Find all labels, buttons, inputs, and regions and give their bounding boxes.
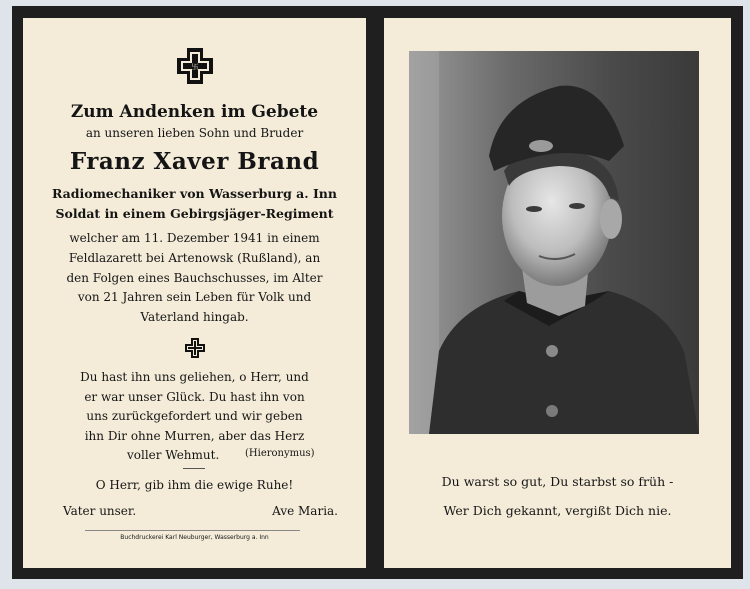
verse-line: uns zurückgefordert und wir geben xyxy=(86,409,303,423)
verse-line: er war unser Glück. Du hast ihn von xyxy=(84,389,305,404)
soldier-portrait xyxy=(409,51,699,434)
biography-line: Vaterland hingab. xyxy=(140,310,249,325)
prayer-line: O Herr, gib ihm die ewige Ruhe! xyxy=(95,478,294,492)
caption-line-1: Du warst so gut, Du starbst so früh - xyxy=(441,474,674,489)
portrait-image xyxy=(409,51,699,434)
subheading-line: an unseren lieben Sohn und Bruder xyxy=(85,126,304,140)
verse-author: (Hieronymus) xyxy=(245,448,315,459)
left-panel xyxy=(23,18,366,568)
biography-line: von 21 Jahren sein Leben für Volk und xyxy=(77,290,312,305)
prayer-right: Ave Maria. xyxy=(272,504,338,518)
small-cross-icon xyxy=(183,336,207,360)
svg-text:卐: 卐 xyxy=(191,63,198,71)
printer-imprint: Buchdruckerei Karl Neuburger, Wasserburg a. Inn xyxy=(120,534,269,541)
occupation-line: Radiomechaniker von Wasserburg a. Inn xyxy=(51,186,337,201)
divider xyxy=(183,468,205,469)
biography-text xyxy=(23,229,366,328)
prayer-left: Vater unser. xyxy=(63,504,137,518)
heading-line: Zum Andenken im Gebete xyxy=(70,102,319,122)
right-card xyxy=(374,6,743,579)
unit-line: Soldat in einem Gebirgsjäger-Regiment xyxy=(55,206,334,221)
deceased-name: Franz Xaver Brand xyxy=(69,148,320,175)
iron-cross-icon xyxy=(173,44,217,88)
biography-line: den Folgen eines Bauchschusses, im Alter xyxy=(66,270,323,285)
left-card xyxy=(12,6,377,579)
biography-line: Feldlazarett bei Artenowsk (Rußland), an xyxy=(68,250,321,265)
verse-line: ihn Dir ohne Murren, aber das Herz xyxy=(84,428,305,443)
printer-rule xyxy=(85,530,300,531)
caption-line-2: Wer Dich gekannt, vergißt Dich nie. xyxy=(443,503,672,518)
verse-line: voller Wehmut. xyxy=(127,448,220,462)
biography-line: welcher am 11. Dezember 1941 in einem xyxy=(69,231,320,245)
right-panel xyxy=(384,18,731,568)
verse-line: Du hast ihn uns geliehen, o Herr, und xyxy=(80,370,309,384)
